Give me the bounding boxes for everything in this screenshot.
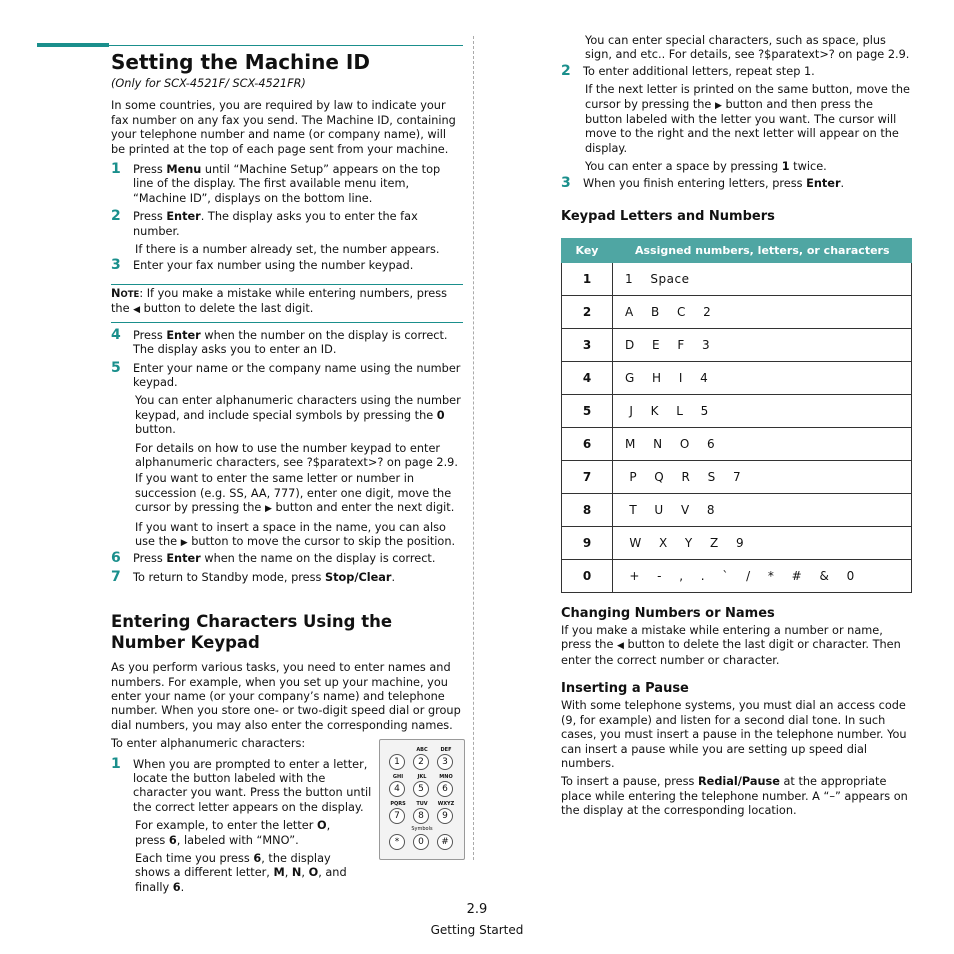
keypad-key: #	[437, 834, 453, 850]
keypad-key: 7	[389, 808, 405, 824]
s2-sub-1: For example, to enter the letter O, press 6, labeled with “MNO”.	[135, 819, 331, 847]
table-header-assigned: Assigned numbers, letters, or characters	[613, 239, 912, 263]
table-row	[562, 329, 912, 362]
table-cell-key: 7	[562, 461, 613, 494]
to-enter-text: To enter alphanumeric characters:	[111, 737, 306, 751]
right-arrow-icon: ▶	[180, 537, 188, 548]
keypad-label: TUV	[416, 801, 428, 807]
step-2-sub: If there is a number already set, the number appears.	[135, 243, 440, 257]
keypad-key: 8	[413, 808, 429, 824]
keypad-label: DEF	[440, 747, 452, 753]
step-2: 2 Press Enter. The display asks you to enter the fax number.	[111, 208, 418, 238]
s2-sub-2: Each time you press 6, the display shows a different letter, M, N, O, and finally 6.	[135, 852, 347, 894]
intro-paragraph: In some countries, you are required by law to indicate your fax number on any fax you send. The Machine ID, containing your telephone number and name (or company name), will be printed at the top of each page sent from your machine.	[111, 99, 456, 156]
table-row	[562, 362, 912, 395]
keypad-label: JKL	[417, 774, 427, 780]
step-1: 1 Press Menu until “Machine Setup” appears on the top line of the display. The first available menu item, “Machine ID”, displays on the bottom line.	[111, 161, 441, 205]
right-column	[561, 34, 912, 819]
left-arrow-icon: ◀	[133, 305, 141, 316]
changing-text: If you make a mistake while entering a number or name, press the ◀ button to delete the last digit or character. Then enter the correct number or character.	[561, 624, 901, 667]
step-5-sub-4: If you want to insert a space in the name, you can also use the ▶ button to move the cursor to skip the position.	[111, 521, 463, 551]
footer-section: Getting Started	[430, 923, 524, 937]
r-step-2-sub-1: If the next letter is printed on the same button, move the cursor by pressing the ▶ button and then press the button labeled with the letter you want. The cursor will move to the right and the next letter will appear on the display.	[585, 83, 910, 155]
section-2-intro: As you perform various tasks, you need to enter names and numbers. For example, when you set up your machine, you enter your name (or your company’s name) and telephone number. When you store one- or two-digit speed dial or group dial numbers, you may also enter the corresponding names.	[111, 661, 461, 732]
table-cell-key: 9	[562, 527, 613, 560]
table-cell-value: T U V 8	[613, 494, 912, 527]
table-cell-value: 1 Space	[613, 263, 912, 296]
page-subtitle: (Only for SCX-4521F/ SCX-4521FR)	[111, 77, 306, 90]
keypad-key: 9	[437, 808, 453, 824]
table-row	[562, 560, 912, 593]
step-7: 7 To return to Standby mode, press Stop/Clear.	[111, 568, 396, 585]
step-5-sub-2: For details on how to use the number keypad to enter alphanumeric characters, see ?$paratext>? on page 2.9.	[135, 441, 458, 469]
step-6: 6 Press Enter when the name on the display is correct.	[111, 550, 436, 567]
keypad-key: 5	[413, 781, 429, 797]
table-cell-key: 0	[562, 560, 613, 593]
keypad-key: 6	[437, 781, 453, 797]
right-arrow-icon: ▶	[714, 100, 722, 111]
pause-title: Inserting a Pause	[561, 681, 689, 697]
keypad-label: Symbols	[411, 826, 433, 832]
step-5-sub-3: If you want to enter the same letter or number in succession (e.g. SS, AA, 777), enter one digit, move the cursor by pressing the ▶ button and enter the next digit.	[111, 472, 463, 516]
keypad-key: 4	[389, 781, 405, 797]
table-cell-value: J K L 5	[613, 395, 912, 428]
table-row	[562, 527, 912, 560]
right-top-sub: You can enter special characters, such as space, plus sign, and etc.. For details, see ?$paratext>? on page 2.9.	[585, 34, 910, 62]
step-5-sub-1: You can enter alphanumeric characters using the number keypad, and include special symbols by pressing the 0 button.	[135, 394, 461, 437]
keypad-key: *	[389, 834, 405, 850]
table-cell-value: G H I 4	[613, 362, 912, 395]
keypad-key: 0	[413, 834, 429, 850]
r-step-3: 3 When you finish entering letters, press Enter.	[561, 174, 845, 191]
table-row	[562, 428, 912, 461]
step-3: 3 Enter your fax number using the number keypad.	[111, 257, 414, 274]
keypad-label: GHI	[392, 774, 404, 780]
keypad-label: MNO	[439, 774, 453, 780]
keypad-label: PQRS	[390, 801, 406, 807]
keypad-label: WXYZ	[437, 801, 455, 807]
table-cell-key: 2	[562, 296, 613, 329]
table-cell-value: W X Y Z 9	[613, 527, 912, 560]
table-cell-value: P Q R S 7	[613, 461, 912, 494]
keypad-key: 2	[413, 754, 429, 770]
page-title: Setting the Machine ID	[111, 50, 370, 74]
keypad-key: 3	[437, 754, 453, 770]
r-step-2-sub-2: You can enter a space by pressing 1 twice.	[585, 160, 827, 174]
keypad-table	[561, 238, 912, 593]
table-cell-key: 3	[562, 329, 613, 362]
table-cell-key: 5	[562, 395, 613, 428]
table-cell-value: D E F 3	[613, 329, 912, 362]
s2-step-1: 1 When you are prompted to enter a letter, locate the button labeled with the character you want. Press the button until the correct letter appears on the display.	[111, 755, 372, 814]
table-row	[562, 395, 912, 428]
table-title: Keypad Letters and Numbers	[561, 209, 775, 225]
table-row	[562, 263, 912, 296]
table-cell-value: A B C 2	[613, 296, 912, 329]
table-cell-value: M N O 6	[613, 428, 912, 461]
column-divider	[473, 36, 474, 860]
changing-title: Changing Numbers or Names	[561, 606, 775, 622]
table-row	[562, 296, 912, 329]
header-rule	[109, 45, 463, 46]
table-row	[562, 494, 912, 527]
table-cell-key: 8	[562, 494, 613, 527]
table-cell-key: 6	[562, 428, 613, 461]
keypad-key: 1	[389, 754, 405, 770]
note-box: NOTE: If you make a mistake while entering numbers, press the ◀ button to delete the last digit.	[111, 284, 463, 323]
header-accent-bar	[37, 43, 109, 47]
right-arrow-icon: ▶	[264, 504, 272, 515]
section-title-keypad: Entering Characters Using the Number Keypad	[111, 612, 393, 653]
keypad-label: ABC	[416, 747, 428, 753]
table-cell-value: + - , . ` / * # & 0	[613, 560, 912, 593]
pause-text: With some telephone systems, you must dial an access code (9, for example) and listen for a second dial tone. In such cases, you must insert a pause in the telephone number. You can insert a pause while you are setting up speed dial numbers.	[561, 699, 907, 770]
step-5: 5 Enter your name or the company name using the number keypad.	[111, 359, 461, 389]
footer	[0, 902, 954, 937]
keypad-illustration	[379, 739, 465, 860]
table-cell-key: 1	[562, 263, 613, 296]
table-cell-key: 4	[562, 362, 613, 395]
note-label: NOTE	[111, 286, 140, 300]
pause-text-2: To insert a pause, press Redial/Pause at the appropriate place while entering the telephone number. A “–” appears on the display at the corresponding location.	[561, 775, 908, 818]
table-row	[562, 461, 912, 494]
table-header-key: Key	[562, 239, 613, 263]
step-4: 4 Press Enter when the number on the display is correct. The display asks you to enter an ID.	[111, 326, 448, 357]
page-number: 2.9	[466, 902, 488, 917]
left-arrow-icon: ◀	[617, 641, 624, 652]
r-step-2: 2 To enter additional letters, repeat step 1.	[561, 62, 815, 79]
